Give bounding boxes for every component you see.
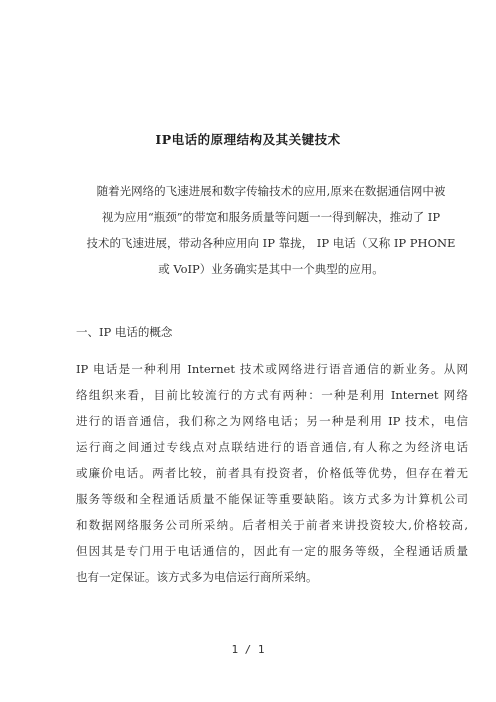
body-line: IP 电话是一种利用 Internet 技术或网络进行语音通信的新业务。从网 <box>76 362 468 376</box>
document-title: IP电话的原理结构及其关键技术 <box>155 132 341 147</box>
body-line: 络组织来看，目前比较流行的方式有两种：一种是利用 Internet 网络 <box>76 388 468 402</box>
body-line: 进行的语音通信，我们称之为网络电话；另一种是利用 IP 技术，电信 <box>76 414 468 428</box>
body-line: 服务等级和全程通话质量不能保证等重要缺陷。该方式多为计算机公司 <box>76 492 468 506</box>
body-paragraph <box>76 356 468 590</box>
body-line: 运行商之间通过专线点对点联结进行的语音通信,有人称之为经济电话 <box>76 440 468 454</box>
body-line: 和数据网络服务公司所采纳。后者相关于前者来讲投资较大,价格较高, <box>76 518 468 532</box>
section-heading: 一、IP 电话的概念 <box>76 325 173 339</box>
page-number: 1 / 1 <box>231 643 265 656</box>
intro-line: 随着光网络的飞速进展和数字传输技术的应用,原来在数据通信网中被 <box>96 184 446 198</box>
intro-line: 视为应用“瓶颈”的带宽和服务质量等问题一一得到解决，推动了 IP <box>101 210 441 224</box>
intro-line: 技术的飞速进展，带动各种应用向 IP 靠拢， IP 电话（又称 IP PHONE <box>86 236 456 250</box>
intro-line: 或 VoIP）业务确实是其中一个典型的应用。 <box>158 262 384 276</box>
intro-paragraph <box>76 178 466 282</box>
body-line: 但因其是专门用于电话通信的，因此有一定的服务等级，全程通话质量 <box>76 544 468 558</box>
body-line: 也有一定保证。该方式多为电信运行商所采纳。 <box>76 570 318 584</box>
body-line: 或廉价电话。两者比较，前者具有投资者，价格低等优势，但存在着无 <box>76 466 468 480</box>
